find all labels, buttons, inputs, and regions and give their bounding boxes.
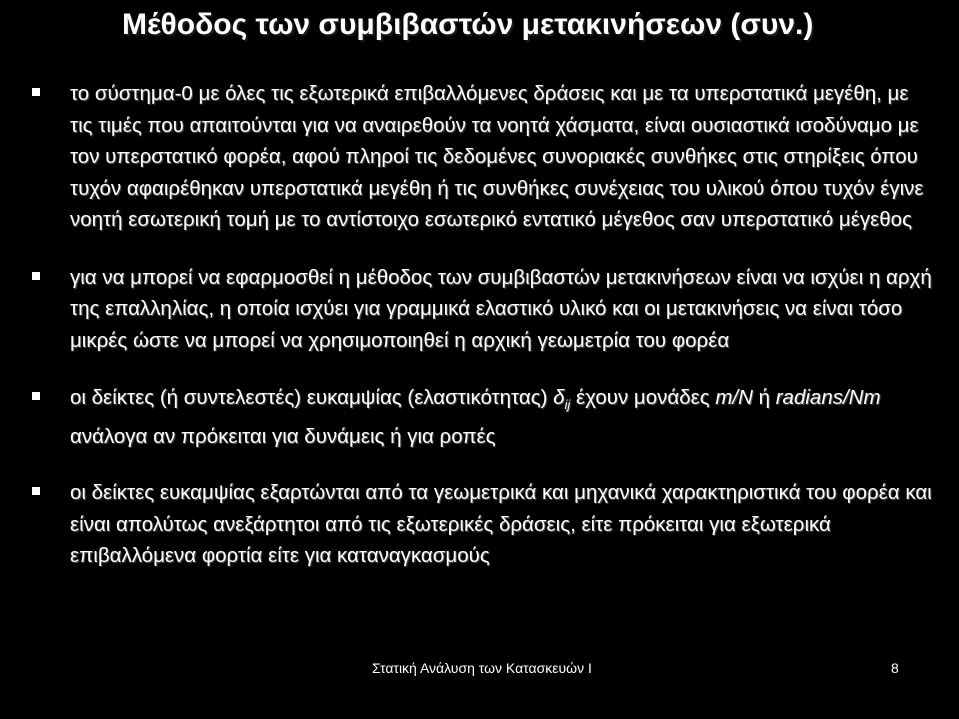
flexibility-symbol: δ <box>553 386 565 409</box>
slide-title: Μέθοδος των συμβιβαστών μετακινήσεων (συν.) <box>122 8 814 41</box>
unit-moment: radians/Nm <box>775 386 881 409</box>
square-bullet-icon <box>32 272 40 280</box>
page-number: 8 <box>891 660 899 676</box>
bullet-text-after: ανάλογα αν πρόκειται για δυνάμεις ή για ροπές <box>70 424 496 448</box>
bullet-item-1 <box>30 78 935 236</box>
bullet-item-3 <box>30 382 935 452</box>
square-bullet-icon <box>32 392 40 400</box>
bullet-text-or: ή <box>752 386 776 409</box>
flexibility-subscript: ij <box>564 397 571 412</box>
bullet-text: για να μπορεί να εφαρμοσθεί η μέθοδος των συμβιβαστών μετακινήσεων είναι να ισχύει η αρχή της επαλληλίας, η οποία ισχύει για γραμμικά ελαστικό υλικό και οι μετακινήσεις να είναι τόσο μικρές ώστε να μπορεί να χρησιμοποιηθεί η αρχική γεωμετρία του φορέα <box>70 265 932 352</box>
square-bullet-icon <box>32 88 40 96</box>
unit-force: m/N <box>715 386 753 409</box>
bullet-item-4 <box>30 477 935 572</box>
bullet-item-2 <box>30 262 935 357</box>
bullet-text: το σύστημα-0 με όλες τις εξωτερικά επιβαλλόμενες δράσεις και με τα υπερστατικά μεγέθη, με τις τιμές που απαιτούνται για να αναιρεθούν τα νοητά χάσματα, είναι ουσιαστικά ισοδύναμο με τον υπερστατικό φορέα, αφού πληροί τις δεδομένες συνοριακές συνθήκες στις στηρίξεις όπου τυχόν αφαιρέθηκαν υπερστατικά μεγέθη ή τις συνθήκες συνέχειας του υλικού όπου τυχόν έγινε νοητή εσωτερική τομή με το αντίστοιχο εσωτερικό εντατικό μέγεθος σαν υπερστατικό μέγεθος <box>70 82 924 231</box>
bullet-list <box>30 78 935 572</box>
slide-footer: Στατική Ανάλυση των Κατασκευών Ι <box>372 660 592 676</box>
square-bullet-icon <box>32 487 40 495</box>
bullet-text-before: οι δείκτες (ή συντελεστές) ευκαμψίας (ελαστικότητας) <box>70 386 554 409</box>
bullet-text-mid: έχουν μονάδες <box>570 386 716 409</box>
bullet-text: οι δείκτες ευκαμψίας εξαρτώνται από τα γεωμετρικά και μηχανικά χαρακτηριστικά του φορέα και είναι απολύτως ανεξάρτητοι από τις εξωτερικές δράσεις, είτε πρόκειται για εξωτερικά επιβαλλόμενα φορτία είτε για καταναγκασμούς <box>70 481 932 567</box>
